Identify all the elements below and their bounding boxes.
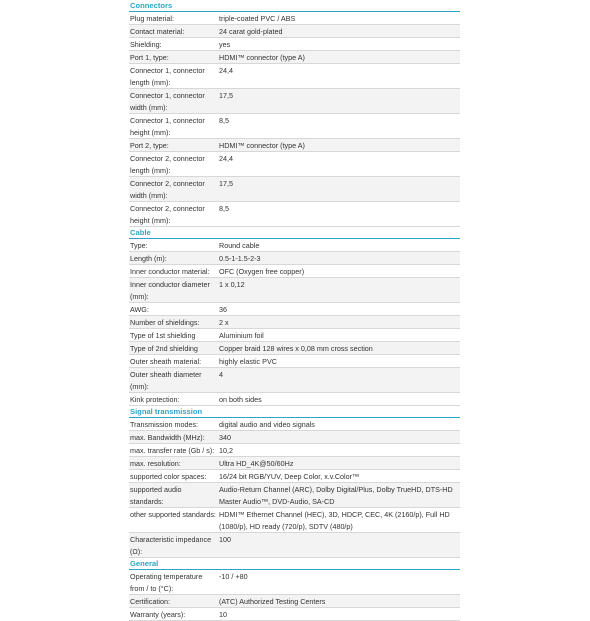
- spec-label: Inner conductor diameter (mm):: [130, 280, 210, 301]
- spec-value: 8,5: [219, 204, 229, 213]
- spec-label: Inner conductor material:: [130, 267, 210, 276]
- spec-label: Characteristic impedance (Ω):: [130, 535, 212, 556]
- spec-label: Certification:: [130, 597, 170, 606]
- spec-label: Connector 2, connector length (mm):: [130, 154, 205, 175]
- spec-label: Type:: [130, 241, 148, 250]
- spec-label: Operating temperature from / to (°C):: [130, 572, 203, 593]
- spec-row: [129, 239, 460, 252]
- spec-value: 8,5: [219, 116, 229, 125]
- spec-value: triple-coated PVC / ABS: [219, 14, 296, 23]
- spec-row: [129, 139, 460, 152]
- spec-row: [129, 418, 460, 431]
- section-connectors: [129, 0, 460, 227]
- section-title: Connectors: [129, 0, 460, 12]
- section-title: Signal transmission: [129, 406, 460, 418]
- spec-label: Transmission modes:: [130, 420, 199, 429]
- spec-row: [129, 595, 460, 608]
- spec-row: [129, 342, 460, 355]
- spec-value: 10: [219, 610, 227, 619]
- spec-row: [129, 114, 460, 139]
- spec-row: [129, 38, 460, 51]
- spec-value: on both sides: [219, 395, 262, 404]
- spec-value: -10 / +80: [219, 572, 248, 581]
- spec-value: 24,4: [219, 66, 233, 75]
- spec-label: Plug material:: [130, 14, 174, 23]
- spec-value: OFC (Oxygen free copper): [219, 267, 305, 276]
- spec-value: 24 carat gold-plated: [219, 27, 283, 36]
- spec-label: Type of 2nd shielding: [130, 344, 198, 353]
- section-title: General: [129, 558, 460, 570]
- spec-label: supported color spaces:: [130, 472, 207, 481]
- spec-row: [129, 444, 460, 457]
- spec-value: 24,4: [219, 154, 233, 163]
- spec-row: [129, 329, 460, 342]
- spec-row: [129, 533, 460, 558]
- spec-row: [129, 252, 460, 265]
- spec-table: [129, 0, 460, 621]
- spec-value: 340: [219, 433, 231, 442]
- spec-value: Round cable: [219, 241, 260, 250]
- spec-label: Contact material:: [130, 27, 185, 36]
- spec-row: [129, 152, 460, 177]
- spec-value: 0.5-1-1.5-2-3: [219, 254, 261, 263]
- spec-row: [129, 89, 460, 114]
- spec-label: Port 1, type:: [130, 53, 169, 62]
- spec-row: [129, 470, 460, 483]
- section-title: Cable: [129, 227, 460, 239]
- section-signal-transmission: [129, 406, 460, 558]
- spec-value: 2 x: [219, 318, 229, 327]
- spec-label: Connector 1, connector height (mm):: [130, 116, 205, 137]
- spec-row: [129, 25, 460, 38]
- spec-label: Number of shieldings:: [130, 318, 200, 327]
- spec-label: Length (m):: [130, 254, 167, 263]
- spec-row: [129, 202, 460, 227]
- spec-row: [129, 355, 460, 368]
- spec-row: [129, 368, 460, 393]
- spec-row: [129, 393, 460, 406]
- spec-row: [129, 316, 460, 329]
- spec-label: Warranty (years):: [130, 610, 186, 619]
- spec-label: max. resolution:: [130, 459, 181, 468]
- spec-value: Audio-Return Channel (ARC), Dolby Digital/Plus, Dolby TrueHD, DTS-HD Master Audio™, DVD-Audio, SA-CD: [219, 485, 453, 506]
- spec-label: max. transfer rate (Gb / s):: [130, 446, 215, 455]
- spec-row: [129, 278, 460, 303]
- spec-row: [129, 483, 460, 508]
- spec-row: [129, 64, 460, 89]
- spec-label: Connector 2, connector width (mm):: [130, 179, 205, 200]
- section-cable: [129, 227, 460, 406]
- spec-label: Connector 1, connector length (mm):: [130, 66, 205, 87]
- spec-row: [129, 12, 460, 25]
- spec-row: [129, 303, 460, 316]
- spec-row: [129, 457, 460, 470]
- spec-label: Connector 1, connector width (mm):: [130, 91, 205, 112]
- spec-label: AWG:: [130, 305, 149, 314]
- spec-value: 4: [219, 370, 223, 379]
- spec-value: highly elastic PVC: [219, 357, 277, 366]
- spec-label: Outer sheath material:: [130, 357, 202, 366]
- spec-row: [129, 508, 460, 533]
- spec-value: Aluminium foil: [219, 331, 264, 340]
- spec-row: [129, 177, 460, 202]
- spec-label: other supported standards:: [130, 510, 216, 519]
- spec-value: (ATC) Authorized Testing Centers: [219, 597, 326, 606]
- spec-value: 16/24 bit RGB/YUV, Deep Color, x.v.Color™: [219, 472, 360, 481]
- spec-label: Type of 1st shielding: [130, 331, 196, 340]
- spec-value: 100: [219, 535, 231, 544]
- spec-label: supported audio standards:: [130, 485, 182, 506]
- spec-value: Copper braid 128 wires x 0,08 mm cross section: [219, 344, 373, 353]
- spec-row: [129, 431, 460, 444]
- spec-value: yes: [219, 40, 231, 49]
- spec-value: 17,5: [219, 91, 233, 100]
- spec-value: 1 x 0,12: [219, 280, 245, 289]
- spec-value: digital audio and video signals: [219, 420, 315, 429]
- spec-label: Outer sheath diameter (mm):: [130, 370, 202, 391]
- spec-value: 10,2: [219, 446, 233, 455]
- spec-row: [129, 608, 460, 621]
- spec-value: HDMI™ connector (type A): [219, 141, 305, 150]
- spec-label: Port 2, type:: [130, 141, 169, 150]
- spec-value: Ultra HD_4K@50/60Hz: [219, 459, 294, 468]
- spec-value: 36: [219, 305, 227, 314]
- spec-label: Shielding:: [130, 40, 162, 49]
- spec-row: [129, 265, 460, 278]
- spec-value: 17,5: [219, 179, 233, 188]
- spec-label: max. Bandwidth (MHz):: [130, 433, 205, 442]
- spec-label: Kink protection:: [130, 395, 180, 404]
- spec-row: [129, 570, 460, 595]
- spec-value: HDMI™ Ethernet Channel (HEC), 3D, HDCP, CEC, 4K (2160/p), Full HD (1080/p), HD ready (720/p), SDTV (480/p): [219, 510, 450, 531]
- spec-row: [129, 51, 460, 64]
- spec-value: HDMI™ connector (type A): [219, 53, 305, 62]
- spec-label: Connector 2, connector height (mm):: [130, 204, 205, 225]
